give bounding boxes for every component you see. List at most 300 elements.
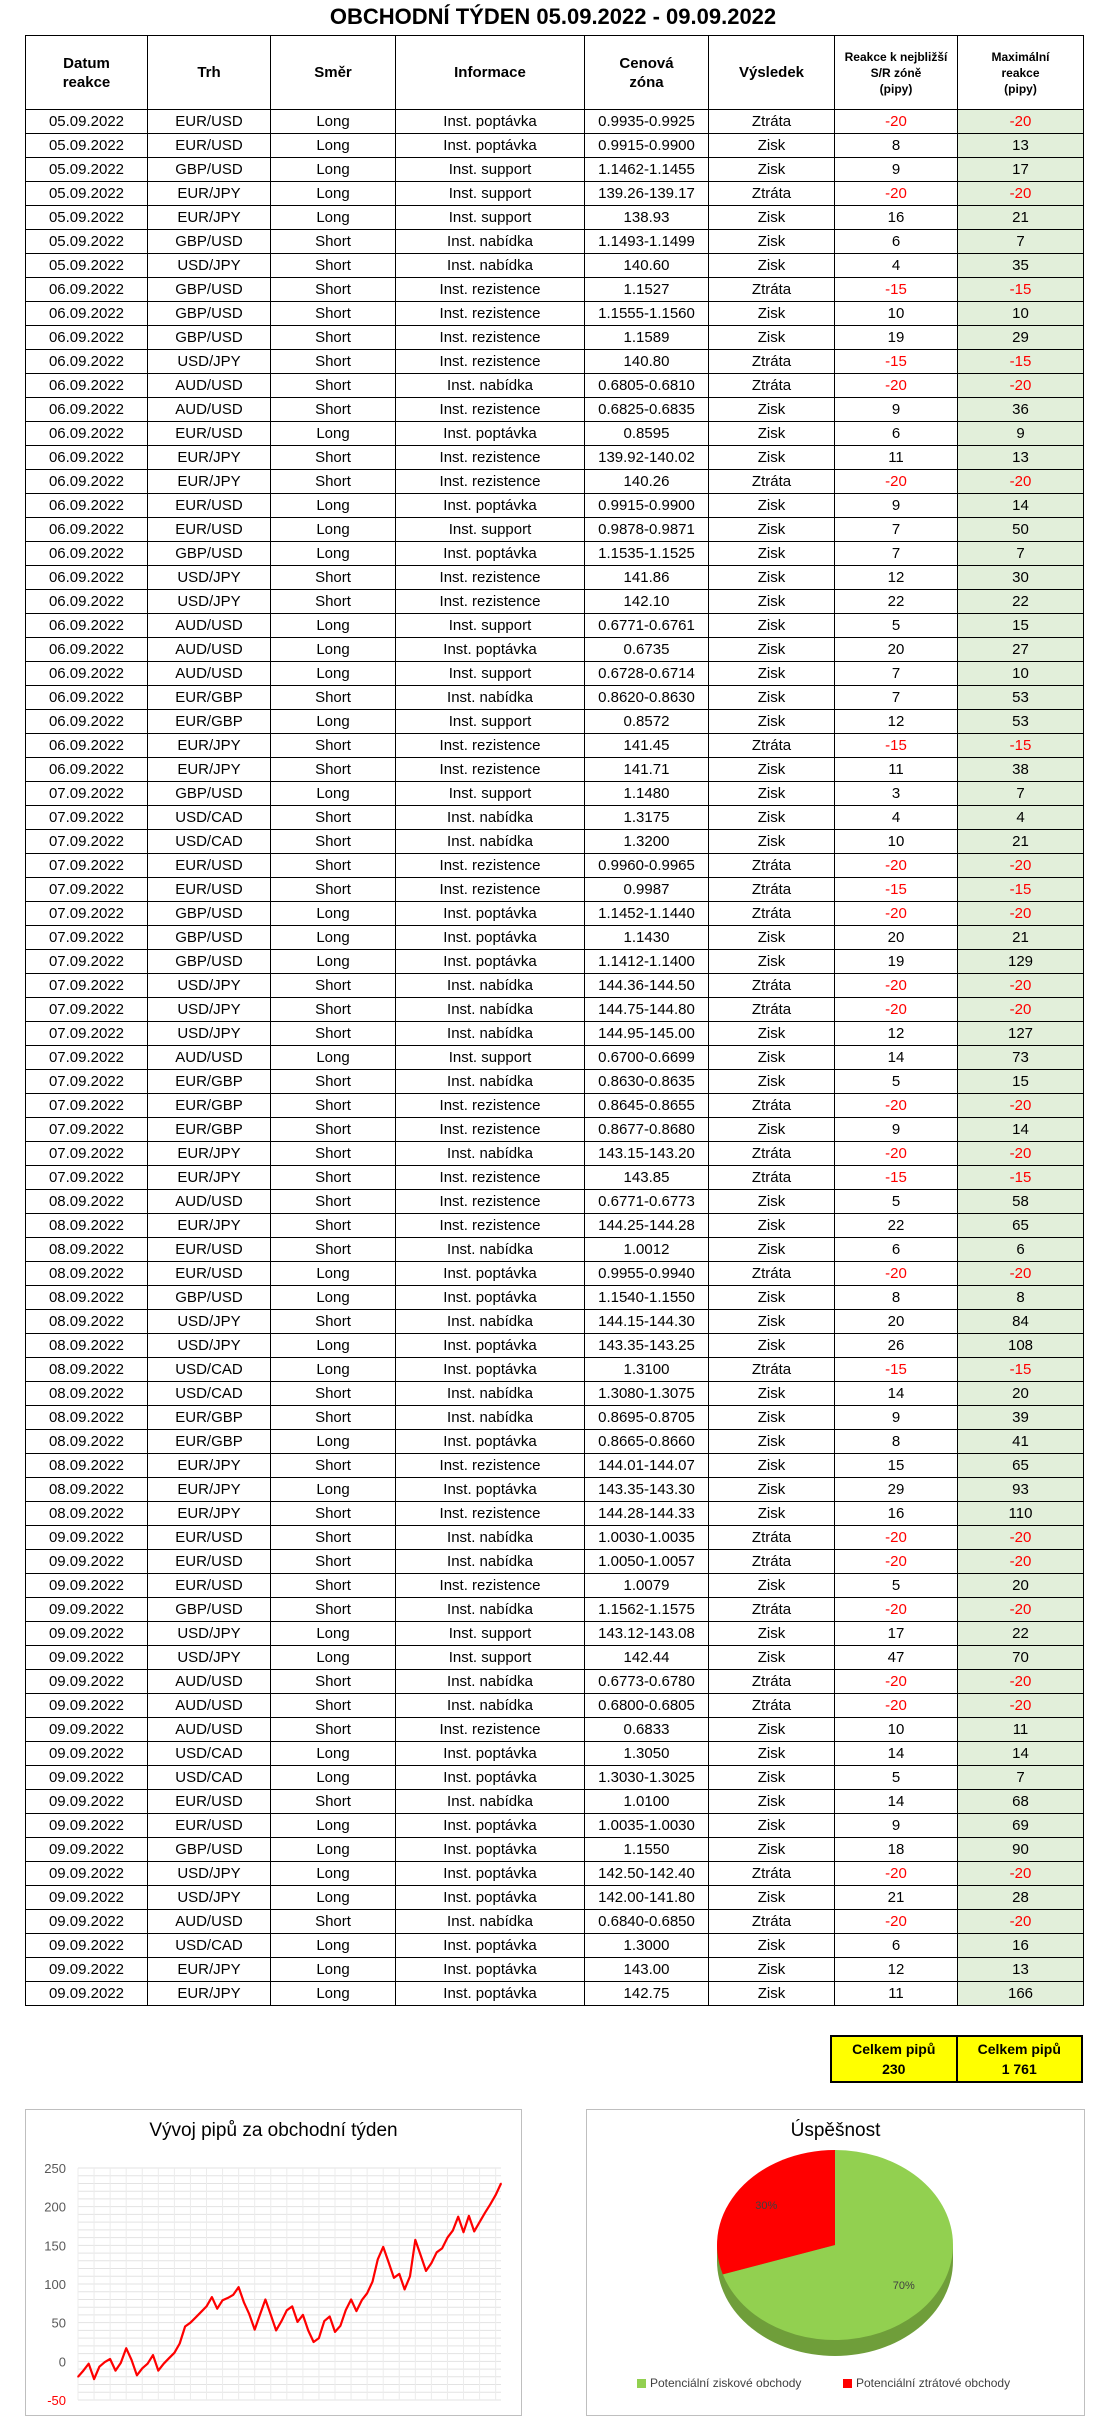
cell-result: Zisk [709,1958,835,1982]
cell-market: EUR/USD [148,878,271,902]
table-row [26,422,1084,446]
cell-date: 08.09.2022 [26,1262,148,1286]
cell-market: GBP/USD [148,326,271,350]
cell-max-reaction: 17 [958,158,1084,182]
cell-reaction: -20 [835,1094,958,1118]
cell-date: 06.09.2022 [26,470,148,494]
cell-max-reaction: 10 [958,662,1084,686]
cell-result: Ztráta [709,374,835,398]
table-row [26,686,1084,710]
cell-market: EUR/USD [148,1526,271,1550]
cell-reaction: 8 [835,1286,958,1310]
cell-market: EUR/JPY [148,1478,271,1502]
cell-market: GBP/USD [148,1286,271,1310]
y-tick-label: 150 [44,2238,66,2254]
cell-market: EUR/JPY [148,1214,271,1238]
cell-info: Inst. rezistence [396,1094,585,1118]
cell-max-reaction: -15 [958,350,1084,374]
data-point [420,2255,422,2257]
data-point [479,2221,481,2223]
table-row [26,1094,1084,1118]
cell-reaction: 10 [835,830,958,854]
cell-max-reaction: 68 [958,1790,1084,1814]
cell-reaction: 16 [835,1502,958,1526]
cell-price-zone: 0.6800-0.6805 [585,1694,709,1718]
table-row [26,1190,1084,1214]
cell-market: USD/JPY [148,350,271,374]
cell-result: Zisk [709,662,835,686]
cell-info: Inst. support [396,1646,585,1670]
data-point [302,2314,304,2316]
table-row [26,1670,1084,1694]
cell-market: GBP/USD [148,902,271,926]
data-point [297,2321,299,2323]
cell-direction: Short [271,1310,396,1334]
cell-price-zone: 0.8595 [585,422,709,446]
y-tick-label: 50 [51,2315,66,2331]
y-tick-label: 100 [44,2277,66,2292]
cell-price-zone: 1.1527 [585,278,709,302]
cell-date: 07.09.2022 [26,974,148,998]
cell-market: EUR/USD [148,134,271,158]
cell-price-zone: 1.1540-1.1550 [585,1286,709,1310]
cell-info: Inst. poptávka [396,1262,585,1286]
table-row [26,878,1084,902]
cell-result: Zisk [709,926,835,950]
cell-result: Zisk [709,1622,835,1646]
cell-reaction: 7 [835,542,958,566]
cell-date: 09.09.2022 [26,1574,148,1598]
cell-result: Zisk [709,1310,835,1334]
cell-reaction: 26 [835,1334,958,1358]
cell-max-reaction: -20 [958,374,1084,398]
cell-market: USD/JPY [148,1886,271,1910]
pie-data-label: 70% [892,2280,915,2293]
cell-date: 07.09.2022 [26,902,148,926]
cell-market: EUR/JPY [148,446,271,470]
cell-date: 09.09.2022 [26,1862,148,1886]
cell-reaction: -15 [835,350,958,374]
cell-price-zone: 1.3080-1.3075 [585,1382,709,1406]
data-point [484,2212,486,2214]
table-row [26,1958,1084,1982]
cell-date: 06.09.2022 [26,350,148,374]
cell-direction: Short [271,686,396,710]
cell-direction: Long [271,206,396,230]
cell-price-zone: 1.3200 [585,830,709,854]
cell-market: USD/CAD [148,806,271,830]
cell-price-zone: 0.6771-0.6773 [585,1190,709,1214]
cell-result: Zisk [709,1214,835,1238]
cell-direction: Short [271,878,396,902]
cell-date: 06.09.2022 [26,686,148,710]
cell-max-reaction: -20 [958,998,1084,1022]
cell-result: Zisk [709,1718,835,1742]
cell-market: GBP/USD [148,542,271,566]
cell-max-reaction: -15 [958,278,1084,302]
data-point [388,2262,390,2264]
cell-info: Inst. nabídka [396,1526,585,1550]
cell-price-zone: 0.8665-0.8660 [585,1430,709,1454]
cell-direction: Short [271,374,396,398]
cell-reaction: 18 [835,1838,958,1862]
cell-result: Zisk [709,446,835,470]
cell-result: Zisk [709,1286,835,1310]
cell-info: Inst. nabídka [396,686,585,710]
cell-result: Zisk [709,566,835,590]
cell-direction: Short [271,1526,396,1550]
chart-grid [78,2168,501,2400]
cell-price-zone: 1.3000 [585,1934,709,1958]
cell-date: 07.09.2022 [26,1022,148,1046]
cell-price-zone: 141.86 [585,566,709,590]
pips-line-chart [25,2109,522,2416]
cell-market: USD/JPY [148,566,271,590]
table-row [26,1574,1084,1598]
cell-info: Inst. rezistence [396,398,585,422]
cell-price-zone: 1.0030-1.0035 [585,1526,709,1550]
cell-result: Zisk [709,1886,835,1910]
cell-max-reaction: 93 [958,1478,1084,1502]
cell-market: GBP/USD [148,230,271,254]
cell-price-zone: 144.28-144.33 [585,1502,709,1526]
page-title: OBCHODNÍ TÝDEN 05.09.2022 - 09.09.2022 [329,4,777,29]
cell-max-reaction: -20 [958,1694,1084,1718]
cell-price-zone: 1.3030-1.3025 [585,1766,709,1790]
data-point [131,2359,133,2361]
table-row [26,1934,1084,1958]
cell-date: 07.09.2022 [26,1046,148,1070]
cell-date: 06.09.2022 [26,734,148,758]
cell-result: Ztráta [709,1910,835,1934]
cell-price-zone: 0.6700-0.6699 [585,1046,709,1070]
table-row [26,1646,1084,1670]
data-point [377,2258,379,2260]
table-row [26,1694,1084,1718]
total-max-cell [957,2036,1083,2082]
cell-direction: Short [271,254,396,278]
table-row [26,158,1084,182]
cell-direction: Long [271,662,396,686]
cell-direction: Long [271,1982,396,2006]
cell-market: USD/CAD [148,1358,271,1382]
header-cenova-zona: Cenová zóna [585,36,709,110]
cell-max-reaction: -15 [958,1358,1084,1382]
cell-reaction: 15 [835,1454,958,1478]
cell-info: Inst. rezistence [396,1574,585,1598]
cell-market: AUD/USD [148,1190,271,1214]
cell-result: Ztráta [709,1094,835,1118]
cell-max-reaction: 10 [958,302,1084,326]
table-row [26,302,1084,326]
cell-market: EUR/USD [148,1262,271,1286]
table-row [26,1070,1084,1094]
cell-result: Zisk [709,326,835,350]
cell-reaction: -15 [835,878,958,902]
cell-direction: Short [271,734,396,758]
table-row [26,854,1084,878]
cell-result: Zisk [709,1022,835,1046]
data-point [324,2320,326,2322]
cell-info: Inst. poptávka [396,1838,585,1862]
cell-date: 06.09.2022 [26,710,148,734]
cell-info: Inst. nabídka [396,1910,585,1934]
cell-direction: Short [271,350,396,374]
data-point [441,2248,443,2250]
data-point [489,2204,491,2206]
cell-direction: Long [271,1286,396,1310]
cell-info: Inst. rezistence [396,1166,585,1190]
cell-market: GBP/USD [148,1838,271,1862]
cell-date: 07.09.2022 [26,998,148,1022]
data-point [425,2270,427,2272]
cell-direction: Short [271,1070,396,1094]
data-point [259,2313,261,2315]
cell-result: Ztráta [709,1262,835,1286]
cell-direction: Short [271,1142,396,1166]
table-row [26,1718,1084,1742]
total-reaction-cell [831,2036,957,2082]
cell-direction: Long [271,1622,396,1646]
table-row [26,782,1084,806]
table-row [26,638,1084,662]
cell-date: 07.09.2022 [26,1142,148,1166]
cell-reaction: -20 [835,1910,958,1934]
cell-price-zone: 0.9960-0.9965 [585,854,709,878]
cell-direction: Long [271,1862,396,1886]
cell-market: EUR/USD [148,1550,271,1574]
data-point [500,2183,502,2185]
data-point [431,2262,433,2264]
cell-price-zone: 0.8695-0.8705 [585,1406,709,1430]
cell-info: Inst. nabídka [396,1382,585,1406]
cell-result: Ztráta [709,278,835,302]
table-row [26,1358,1084,1382]
cell-info: Inst. poptávka [396,1958,585,1982]
y-tick-label: -50 [47,2393,66,2408]
cell-reaction: 14 [835,1742,958,1766]
table-row [26,518,1084,542]
cell-result: Ztráta [709,974,835,998]
cell-info: Inst. nabídka [396,974,585,998]
cell-date: 09.09.2022 [26,1934,148,1958]
data-point [307,2330,309,2332]
cell-info: Inst. rezistence [396,590,585,614]
cell-market: EUR/JPY [148,1454,271,1478]
cell-reaction: 6 [835,1934,958,1958]
table-row [26,1286,1084,1310]
cell-market: GBP/USD [148,782,271,806]
table-row [26,398,1084,422]
cell-info: Inst. rezistence [396,878,585,902]
cell-market: EUR/USD [148,1814,271,1838]
data-point [179,2343,181,2345]
cell-reaction: 4 [835,254,958,278]
cell-result: Ztráta [709,470,835,494]
cell-result: Zisk [709,638,835,662]
cell-direction: Short [271,854,396,878]
cell-max-reaction: 21 [958,926,1084,950]
cell-market: AUD/USD [148,1694,271,1718]
cell-date: 09.09.2022 [26,1742,148,1766]
cell-date: 08.09.2022 [26,1430,148,1454]
cell-price-zone: 0.8645-0.8655 [585,1094,709,1118]
cell-result: Zisk [709,1190,835,1214]
cell-info: Inst. rezistence [396,1118,585,1142]
cell-market: USD/JPY [148,1022,271,1046]
table-row [26,1238,1084,1262]
cell-price-zone: 1.0050-1.0057 [585,1550,709,1574]
cell-info: Inst. support [396,662,585,686]
cell-result: Zisk [709,1838,835,1862]
cell-market: EUR/JPY [148,206,271,230]
cell-reaction: 7 [835,518,958,542]
cell-result: Zisk [709,494,835,518]
cell-max-reaction: 30 [958,566,1084,590]
cell-reaction: -20 [835,374,958,398]
cell-date: 09.09.2022 [26,1886,148,1910]
table-row [26,1862,1084,1886]
cell-reaction: 20 [835,926,958,950]
cell-market: USD/CAD [148,1766,271,1790]
cell-direction: Long [271,1646,396,1670]
cell-info: Inst. poptávka [396,1358,585,1382]
cell-direction: Long [271,1742,396,1766]
cell-date: 06.09.2022 [26,302,148,326]
cell-info: Inst. rezistence [396,1454,585,1478]
cell-max-reaction: 20 [958,1382,1084,1406]
cell-info: Inst. poptávka [396,1430,585,1454]
cell-market: USD/CAD [148,830,271,854]
cell-max-reaction: 16 [958,1934,1084,1958]
cell-info: Inst. rezistence [396,350,585,374]
cell-result: Zisk [709,782,835,806]
cell-date: 09.09.2022 [26,1718,148,1742]
data-point [495,2194,497,2196]
cell-reaction: 14 [835,1790,958,1814]
cell-direction: Long [271,614,396,638]
cell-price-zone: 1.0012 [585,1238,709,1262]
trades-table [25,35,1084,2006]
cell-max-reaction: 73 [958,1046,1084,1070]
data-point [447,2237,449,2239]
cell-market: AUD/USD [148,374,271,398]
cell-info: Inst. poptávka [396,110,585,134]
cell-date: 08.09.2022 [26,1478,148,1502]
legend-label: Potenciální ztrátové obchody [856,2376,1011,2390]
cell-info: Inst. nabídka [396,254,585,278]
cell-max-reaction: 14 [958,1118,1084,1142]
data-point [291,2306,293,2308]
cell-reaction: 22 [835,1214,958,1238]
cell-direction: Long [271,1334,396,1358]
data-point [200,2311,202,2313]
cell-info: Inst. nabídka [396,1310,585,1334]
cell-direction: Short [271,278,396,302]
cell-result: Zisk [709,422,835,446]
cell-info: Inst. support [396,518,585,542]
table-row [26,206,1084,230]
cell-info: Inst. nabídka [396,230,585,254]
cell-date: 09.09.2022 [26,1694,148,1718]
cell-price-zone: 142.10 [585,590,709,614]
cell-market: EUR/GBP [148,686,271,710]
cell-info: Inst. poptávka [396,926,585,950]
cell-reaction: 20 [835,638,958,662]
cell-info: Inst. poptávka [396,134,585,158]
cell-market: EUR/USD [148,110,271,134]
cell-market: EUR/GBP [148,1406,271,1430]
header-trh: Trh [148,36,271,110]
cell-info: Inst. nabídka [396,998,585,1022]
cell-direction: Short [271,1166,396,1190]
cell-market: AUD/USD [148,1670,271,1694]
table-row [26,1022,1084,1046]
data-point [109,2358,111,2360]
cell-info: Inst. poptávka [396,1766,585,1790]
cell-price-zone: 1.0079 [585,1574,709,1598]
table-row [26,662,1084,686]
cell-price-zone: 1.1452-1.1440 [585,902,709,926]
cell-result: Zisk [709,1814,835,1838]
data-point [334,2331,336,2333]
cell-date: 05.09.2022 [26,158,148,182]
cell-max-reaction: 65 [958,1454,1084,1478]
cell-market: EUR/USD [148,1790,271,1814]
data-point [163,2363,165,2365]
cell-market: AUD/USD [148,1046,271,1070]
table-row [26,1406,1084,1430]
cell-info: Inst. poptávka [396,1334,585,1358]
table-row [26,1382,1084,1406]
table-row [26,1118,1084,1142]
cell-result: Zisk [709,686,835,710]
cell-max-reaction: 70 [958,1646,1084,1670]
cell-market: EUR/USD [148,854,271,878]
cell-direction: Short [271,1022,396,1046]
table-row [26,350,1084,374]
cell-result: Ztráta [709,878,835,902]
cell-max-reaction: 21 [958,206,1084,230]
cell-date: 07.09.2022 [26,1118,148,1142]
table-row [26,974,1084,998]
cell-reaction: 8 [835,1430,958,1454]
cell-info: Inst. nabídka [396,1790,585,1814]
cell-price-zone: 139.92-140.02 [585,446,709,470]
cell-market: AUD/USD [148,1718,271,1742]
cell-direction: Short [271,1190,396,1214]
cell-market: EUR/USD [148,1574,271,1598]
cell-reaction: 12 [835,710,958,734]
cell-result: Zisk [709,590,835,614]
cell-result: Ztráta [709,998,835,1022]
cell-info: Inst. rezistence [396,566,585,590]
cell-reaction: 8 [835,134,958,158]
data-point [152,2354,154,2356]
cell-price-zone: 0.8620-0.8630 [585,686,709,710]
cell-info: Inst. rezistence [396,854,585,878]
cell-result: Zisk [709,206,835,230]
cell-max-reaction: 11 [958,1718,1084,1742]
cell-date: 08.09.2022 [26,1286,148,1310]
cell-reaction: -20 [835,110,958,134]
cell-info: Inst. poptávka [396,902,585,926]
data-point [329,2316,331,2318]
cell-direction: Long [271,1766,396,1790]
data-point [473,2231,475,2233]
cell-market: USD/JPY [148,1862,271,1886]
table-row [26,1454,1084,1478]
